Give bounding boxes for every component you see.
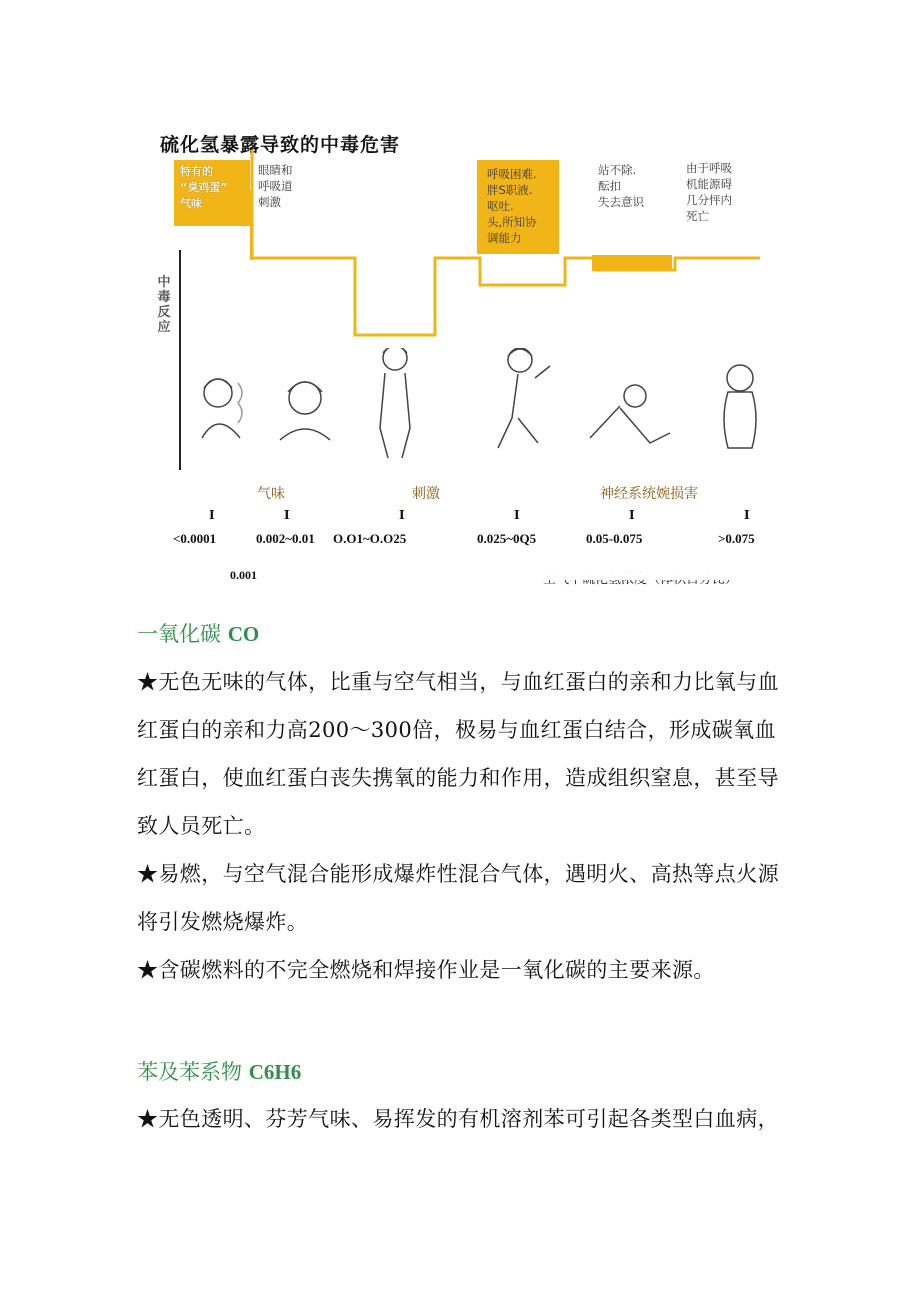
section-title-cn: 苯及苯系物 — [137, 1060, 242, 1084]
x-tick: I — [284, 508, 290, 522]
stage-box-unconscious — [592, 255, 672, 271]
section-title-cn: 一氧化碳 — [137, 622, 221, 646]
worker-eye-irritation-icon — [280, 382, 330, 440]
co-paragraph-1: ★无色无味的气体，比重与空气相当，与血红蛋白的亲和力比氧与血红蛋白的亲和力高200～300倍，极易与血红蛋白结合，形成碳氧血红蛋白，使血红蛋白丧失携氧的能力和作用，造成组织窒息，甚至导致人员死亡。 — [137, 670, 779, 838]
worker-headache-icon — [380, 348, 410, 458]
category-label-neuro: 神经系统婉损害 — [600, 486, 698, 502]
x-tick: I — [514, 508, 520, 522]
co-paragraph-3: ★含碳燃料的不完全燃烧和焊接作业是一氧化碳的主要来源。 — [137, 958, 715, 982]
benzene-paragraph-1: ★无色透明、芬芳气味、易挥发的有机溶剂苯可引起各类型白血病， — [137, 1107, 779, 1131]
stage-note-irritation: 眼睛和 呼吸道 刺激 — [258, 163, 293, 209]
sub-range-label: 0.001 — [230, 568, 257, 582]
worker-breathing-difficulty-icon — [498, 348, 550, 448]
category-label-smell: 气味 — [257, 486, 285, 502]
stage-note-smell: 特有的 “臭鸡蛋” 气味 — [180, 165, 228, 210]
figure-title: 硫化氢暴露导致的中毒危害 — [160, 134, 401, 156]
worker-illustrations — [180, 348, 780, 458]
range-label: 0.025~0Q5 — [477, 531, 537, 546]
section-title-formula: CO — [227, 622, 260, 646]
section-title-co — [137, 618, 259, 648]
stage-note-breathing: 呼吸困难. 胖S职液. 呕吐. 头,所知协 调能力 — [487, 167, 537, 245]
stage-note-unconscious: 站不除. 酝扣 失去意识 — [598, 163, 644, 209]
worker-smelling-icon — [202, 379, 242, 438]
figure-crop-edge — [530, 572, 780, 580]
category-label-irritation: 刺激 — [412, 486, 440, 502]
worker-collapsed-icon — [590, 385, 670, 443]
section-title-benzene — [137, 1056, 301, 1086]
range-label: O.O1~O.O25 — [333, 531, 407, 546]
range-label: >0.075 — [718, 531, 755, 546]
co-paragraph-2: ★易燃，与空气混合能形成爆炸性混合气体，遇明火、高热等点火源将引发燃烧爆炸。 — [137, 862, 779, 934]
range-label: <0.0001 — [173, 531, 217, 546]
x-tick: I — [399, 508, 405, 522]
x-tick: I — [744, 508, 750, 522]
stage-note-death: 由于呼吸 机能源碍 几分怦内 死亡 — [686, 161, 732, 223]
worker-dead-icon — [724, 365, 756, 448]
range-label: 0.05-0.075 — [586, 531, 643, 546]
y-axis-label: 中毒反应 — [157, 275, 171, 335]
x-tick: I — [209, 508, 215, 522]
x-tick: I — [629, 508, 635, 522]
h2s-poisoning-figure — [150, 120, 780, 580]
section-title-formula: C6H6 — [248, 1060, 302, 1084]
range-label: 0.002~0.01 — [256, 531, 315, 546]
